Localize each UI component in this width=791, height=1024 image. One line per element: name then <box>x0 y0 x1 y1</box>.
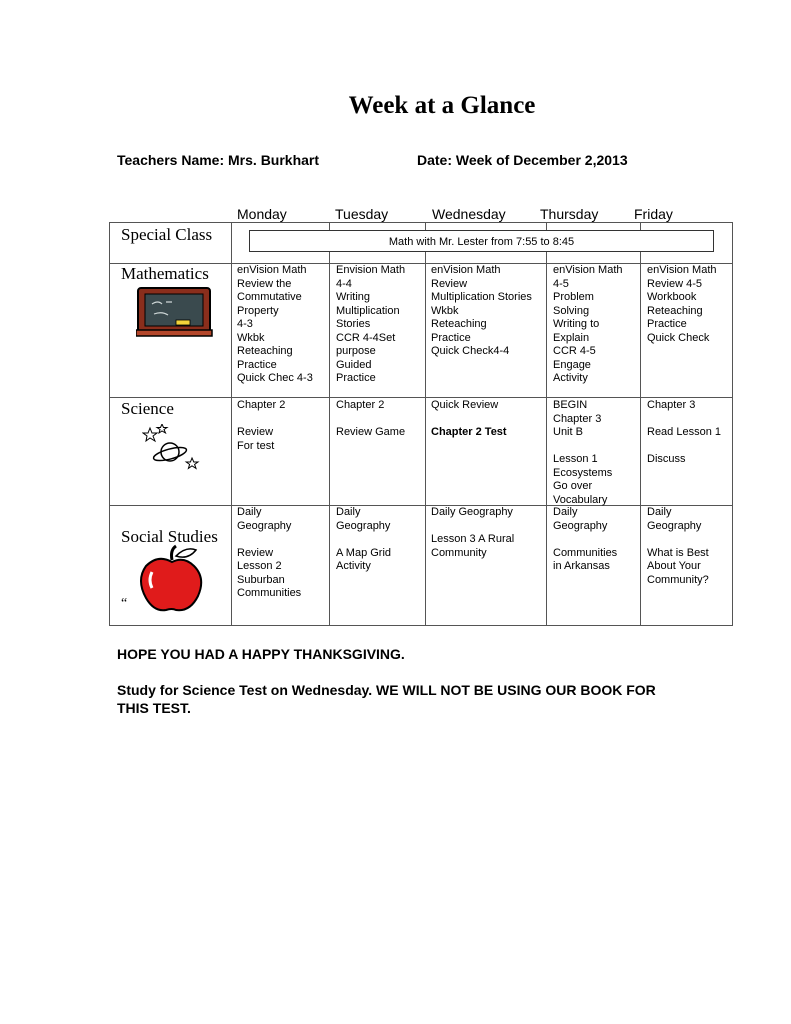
chalkboard-icon <box>136 286 214 338</box>
day-header-monday: Monday <box>237 206 287 222</box>
science-thursday: BEGIN Chapter 3 Unit B Lesson 1 Ecosystems Go over Vocabulary <box>553 399 613 506</box>
math-tuesday: Envision Math 4-4 Writing Multiplication Stories CCR 4-4Set purpose Guided Practice <box>336 264 406 384</box>
teacher-name: Teachers Name: Mrs. Burkhart <box>117 152 320 168</box>
planet-stars-icon <box>142 424 202 472</box>
subject-science: Science <box>121 399 174 418</box>
math-friday: enVision Math Review 4-5 Workbook Reteaching Practice Quick Check <box>647 264 717 344</box>
social-monday: Daily Geography Review Lesson 2 Suburban Communities <box>237 506 302 599</box>
column-divider <box>231 223 232 625</box>
science-wednesday: Quick Review <box>431 399 499 411</box>
social-thursday: Daily Geography Communities in Arkansas <box>553 506 618 572</box>
science-test-note: Study for Science Test on Wednesday. WE WILL NOT BE USING OUR BOOK FOR THIS TEST. <box>117 682 656 716</box>
science-wednesday-test: Chapter 2 Test <box>431 426 507 438</box>
day-header-thursday: Thursday <box>540 206 599 222</box>
thanksgiving-note: HOPE YOU HAD A HAPPY THANKSGIVING. <box>117 646 405 662</box>
quote-mark: “ <box>121 596 128 611</box>
subject-special-class: Special Class <box>121 225 213 244</box>
science-friday: Chapter 3 Read Lesson 1 Discuss <box>647 399 721 465</box>
column-divider <box>329 223 330 625</box>
day-header-tuesday: Tuesday <box>335 206 389 222</box>
math-monday: enVision Math Review the Commutative Property 4-3 Wkbk Reteaching Practice Quick Chec 4-3 <box>237 264 313 384</box>
apple-icon <box>138 544 208 614</box>
subject-social-studies: Social Studies <box>121 527 218 546</box>
day-header-friday: Friday <box>634 206 673 222</box>
social-tuesday: Daily Geography A Map Grid Activity <box>336 506 392 572</box>
week-date: Date: Week of December 2,2013 <box>417 152 628 168</box>
math-wednesday: enVision Math Review Multiplication Stories Wkbk Reteaching Practice Quick Check4-4 <box>431 264 532 357</box>
science-monday: Chapter 2 Review For test <box>237 399 286 452</box>
science-tuesday: Chapter 2 Review Game <box>336 399 406 438</box>
page-title: Week at a Glance <box>348 92 536 119</box>
row-divider <box>110 397 732 398</box>
subject-mathematics: Mathematics <box>121 264 209 283</box>
social-wednesday: Daily Geography Lesson 3 A Rural Community <box>431 506 515 559</box>
column-divider <box>640 223 641 625</box>
column-divider <box>425 223 426 625</box>
column-divider <box>546 223 547 625</box>
social-friday: Daily Geography What is Best About Your Community? <box>647 506 709 586</box>
day-header-wednesday: Wednesday <box>432 206 506 222</box>
special-class-banner: Math with Mr. Lester from 7:55 to 8:45 <box>249 230 714 252</box>
math-thursday: enVision Math 4-5 Problem Solving Writing to Explain CCR 4-5 Engage Activity <box>553 264 623 384</box>
row-divider <box>110 505 732 506</box>
